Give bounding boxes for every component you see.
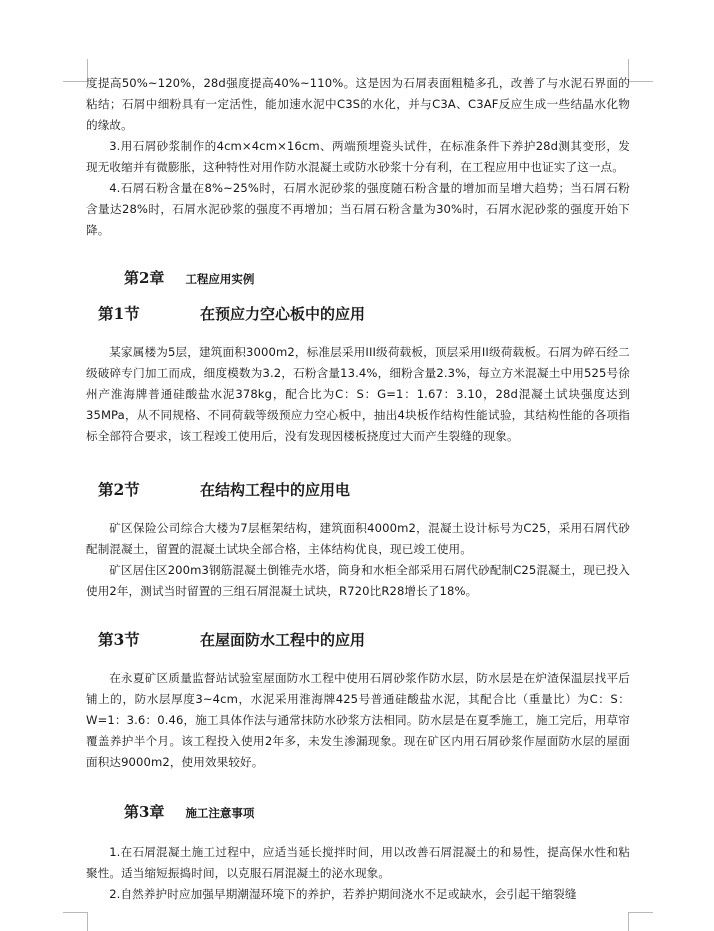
- paragraph-item-4: 4.石屑石粉含量在8%~25%时，石屑水泥砂浆的强度随石粉含量的增加而呈增大趋势；当石屑石粉含量达28%时，石屑水泥砂浆的强度不再增加；当石屑石粉含量为30%时，石屑水泥砂浆的强度开始下降。: [86, 181, 630, 237]
- section-2-paragraph-2: 矿区居住区200m3钢筋混凝土倒锥壳水塔，筒身和水柜全部采用石屑代砂配制C25混凝土，现已投入使用2年，测试当时留置的三组石屑混凝土试块，R720比R28增长了18%。: [86, 563, 630, 598]
- section-1-paragraph: 某家属楼为5层，建筑面积3000m2，标准层采用III级荷载板，顶层采用II级荷载板。石屑为碎石经二级破碎专门加工而成，细度模数为3.2，石粉含量13.4%，细粉含量2.3%，每立方米混凝土中用525号徐州产淮海牌普通硅酸盐水泥378kg，配合比为C：S：G=1：1.67：3.10，28d混凝土试块强度达到35MPa，从不同规格、不同荷载等级预应力空心板中，抽出4块板作结构性能试验，其结构性能的各项指标全部符合要求，该工程竣工使用后，没有发现因楼板挠度过大而产生裂缝的现象。: [86, 345, 630, 443]
- section-number: 第2节: [98, 480, 140, 499]
- section-title: 在结构工程中的应用电: [200, 481, 351, 499]
- page-corner-mark-top-left: [63, 59, 88, 82]
- page-corner-mark-bottom-right: [628, 912, 653, 931]
- chapter-heading-2: [86, 267, 630, 288]
- page-corner-mark-bottom-left: [63, 912, 88, 931]
- section-title: 在预应力空心板中的应用: [200, 305, 366, 323]
- paragraph-item-2: 2.自然养护时应加强早期潮湿环境下的养护，若养护期间浇水不足或缺水，会引起干缩裂缝: [109, 887, 577, 901]
- section-title: 在屋面防水工程中的应用: [200, 631, 366, 649]
- chapter-heading-3: [86, 801, 630, 822]
- document-body: [86, 73, 630, 905]
- section-heading-2: [86, 478, 630, 500]
- chapter-number: 第2章: [124, 269, 165, 287]
- page-corner-mark-top-right: [628, 59, 653, 82]
- paragraph-continuation: 度提高50%~120%，28d强度提高40%~110%。这是因为石屑表面粗糙多孔，改善了与水泥石界面的粘结；石屑中细粉具有一定活性，能加速水泥中C3S的水化，并与C3A、C3AF反应生成一些结晶水化物的缘故。: [86, 76, 630, 132]
- chapter-number: 第3章: [124, 803, 165, 821]
- chapter-title: 施工注意事项: [185, 806, 255, 820]
- section-number: 第3节: [98, 630, 140, 649]
- section-2-paragraph-1: 矿区保险公司综合大楼为7层框架结构，建筑面积4000m2，混凝土设计标号为C25，采用石屑代砂配制混凝土，留置的混凝土试块全部合格，主体结构优良，现已竣工使用。: [86, 521, 630, 556]
- section-heading-3: [86, 628, 630, 650]
- section-3-paragraph: 在永夏矿区质量监督站试验室屋面防水工程中使用石屑砂浆作防水层，防水层是在炉渣保温层找平后铺上的，防水层厚度3~4cm，水泥采用淮海牌425号普通硅酸盐水泥，其配合比（重量比）为C：S：W=1：3.6：0.46，施工具体作法与通常抹防水砂浆方法相同。防水层是在夏季施工，施工完后，用草帘覆盖养护半个月。该工程投入使用2年多，未发生渗漏现象。现在矿区内用石屑砂浆作屋面防水层的屋面面积达9000m2，使用效果较好。: [86, 671, 630, 769]
- chapter-title: 工程应用实例: [185, 272, 255, 286]
- section-heading-1: [86, 302, 630, 324]
- section-number: 第1节: [98, 304, 140, 323]
- paragraph-item-1: 1.在石屑混凝土施工过程中，应适当延长搅拌时间，用以改善石屑混凝土的和易性，提高保水性和粘聚性。适当缩短振捣时间，以克服石屑混凝土的泌水现象。: [86, 845, 630, 880]
- paragraph-item-3: 3.用石屑砂浆制作的4cm×4cm×16cm、两端预埋瓷头试件，在标准条件下养护28d测其变形，发现无收缩并有微膨胀，这种特性对用作防水混凝土或防水砂浆十分有利，在工程应用中也证实了这一点。: [86, 139, 630, 174]
